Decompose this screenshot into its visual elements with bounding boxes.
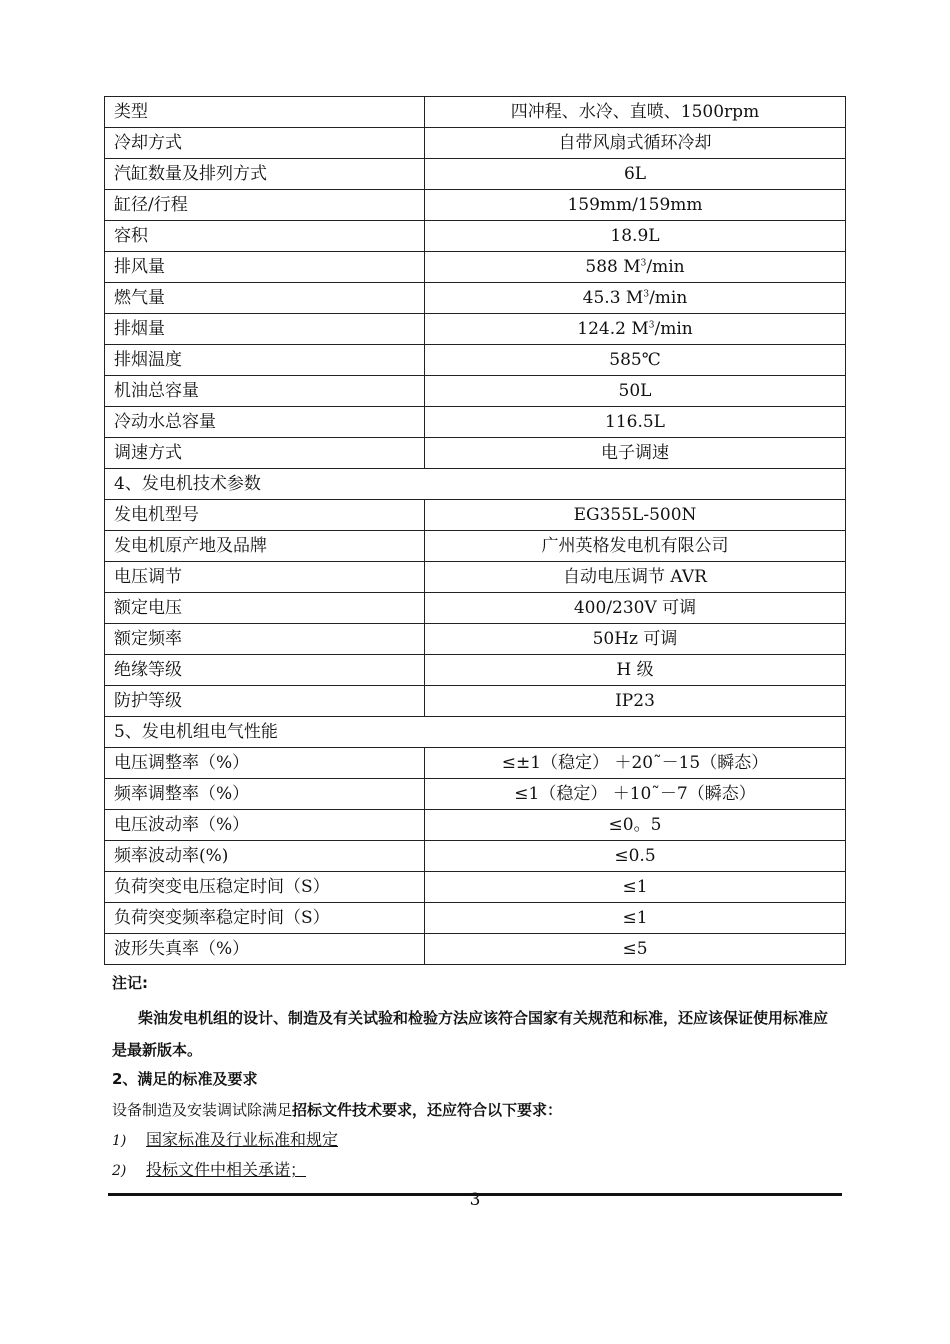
param-value: 400/230V 可调 [425,593,846,624]
notes-title: 注记: [112,974,148,992]
table-row [105,779,846,810]
param-label: 负荷突变电压稳定时间（S） [105,872,425,903]
param-value: ≤1（稳定） ＋10˜－7（瞬态） [425,779,846,810]
table-row [105,190,846,221]
param-label: 类型 [105,97,425,128]
param-value: ≤±1（稳定） ＋20˜－15（瞬态） [425,748,846,779]
param-label: 负荷突变频率稳定时间（S） [105,903,425,934]
param-value: 自动电压调节 AVR [425,562,846,593]
requirement-item [112,1129,338,1159]
table-row [105,903,846,934]
value-part: 124.2 M [577,319,649,339]
table-row [105,810,846,841]
param-value: ≤1 [425,872,846,903]
table-row [105,748,846,779]
table-row [105,376,846,407]
param-label: 发电机型号 [105,500,425,531]
param-value: 6L [425,159,846,190]
table-row [105,345,846,376]
section-heading: 5、发电机组电气性能 [105,717,846,748]
param-value: 116.5L [425,407,846,438]
table-row [105,159,846,190]
param-label: 冷却方式 [105,128,425,159]
param-label: 电压波动率（%） [105,810,425,841]
param-value: 50Hz 可调 [425,624,846,655]
table-section-row [105,717,846,748]
requirement-number: 2) [112,1163,127,1179]
spec-table [104,96,846,965]
param-value: 159mm/159mm [425,190,846,221]
table-row [105,872,846,903]
table-row [105,841,846,872]
value-part: /min [646,257,685,277]
table-row [105,97,846,128]
param-value: ≤5 [425,934,846,965]
param-label: 额定频率 [105,624,425,655]
param-value: ≤0.5 [425,841,846,872]
param-label: 发电机原产地及品牌 [105,531,425,562]
param-value: EG355L-500N [425,500,846,531]
param-label: 冷动水总容量 [105,407,425,438]
param-label: 频率波动率(%) [105,841,425,872]
table-row [105,407,846,438]
param-label: 排烟温度 [105,345,425,376]
param-label: 机油总容量 [105,376,425,407]
requirement-number: 1) [112,1133,127,1149]
param-value: H 级 [425,655,846,686]
param-value: ≤1 [425,903,846,934]
table-row [105,283,846,314]
value-part: /min [654,319,693,339]
value-superscript: 3 [640,258,647,269]
requirement-text: 国家标准及行业标准和规定 [146,1130,339,1149]
param-label: 排烟量 [105,314,425,345]
param-value: 电子调速 [425,438,846,469]
table-row [105,252,846,283]
table-row [105,531,846,562]
requirements-intro-bold: 招标文件技术要求，还应符合以下要求： [292,1101,563,1119]
value-part: /min [649,288,688,308]
table-row [105,438,846,469]
value-part: 45.3 M [582,288,644,308]
page-number: 3 [469,1190,481,1210]
param-value: IP23 [425,686,846,717]
table-row [105,128,846,159]
param-label: 容积 [105,221,425,252]
table-row [105,934,846,965]
requirement-text: 投标文件中相关承诺； [146,1160,307,1179]
param-value [425,252,846,283]
requirements-intro-plain: 设备制造及安装调试除满足 [112,1101,293,1119]
param-label: 绝缘等级 [105,655,425,686]
param-label: 燃气量 [105,283,425,314]
param-label: 频率调整率（%） [105,779,425,810]
table-row [105,500,846,531]
value-part: 588 M [585,257,641,277]
table-row [105,562,846,593]
table-section-row [105,469,846,500]
requirement-item [112,1159,338,1189]
param-value: 四冲程、水冷、直喷、1500rpm [425,97,846,128]
param-value: 自带风扇式循环冷却 [425,128,846,159]
param-label: 额定电压 [105,593,425,624]
table-row [105,624,846,655]
requirements-title: 2、满足的标准及要求 [112,1070,258,1088]
param-value [425,283,846,314]
spec-table-body [105,97,846,965]
param-value [425,314,846,345]
table-row [105,655,846,686]
table-row [105,593,846,624]
requirements-list [112,1129,338,1189]
value-superscript: 3 [643,289,650,300]
section-heading: 4、发电机技术参数 [105,469,846,500]
param-label: 汽缸数量及排列方式 [105,159,425,190]
param-value: 585℃ [425,345,846,376]
param-value: 18.9L [425,221,846,252]
table-row [105,314,846,345]
table-row [105,686,846,717]
table-row [105,221,846,252]
param-label: 电压调节 [105,562,425,593]
param-label: 缸径/行程 [105,190,425,221]
param-label: 电压调整率（%） [105,748,425,779]
value-superscript: 3 [648,320,655,331]
notes-paragraph: 柴油发电机组的设计、制造及有关试验和检验方法应该符合国家有关规范和标准，还应该保证使用标准应是最新版本。 [112,1009,829,1059]
requirements-intro [112,1099,562,1120]
param-value: ≤0。5 [425,810,846,841]
param-value: 50L [425,376,846,407]
param-label: 调速方式 [105,438,425,469]
param-value: 广州英格发电机有限公司 [425,531,846,562]
param-label: 波形失真率（%） [105,934,425,965]
param-label: 防护等级 [105,686,425,717]
param-label: 排风量 [105,252,425,283]
